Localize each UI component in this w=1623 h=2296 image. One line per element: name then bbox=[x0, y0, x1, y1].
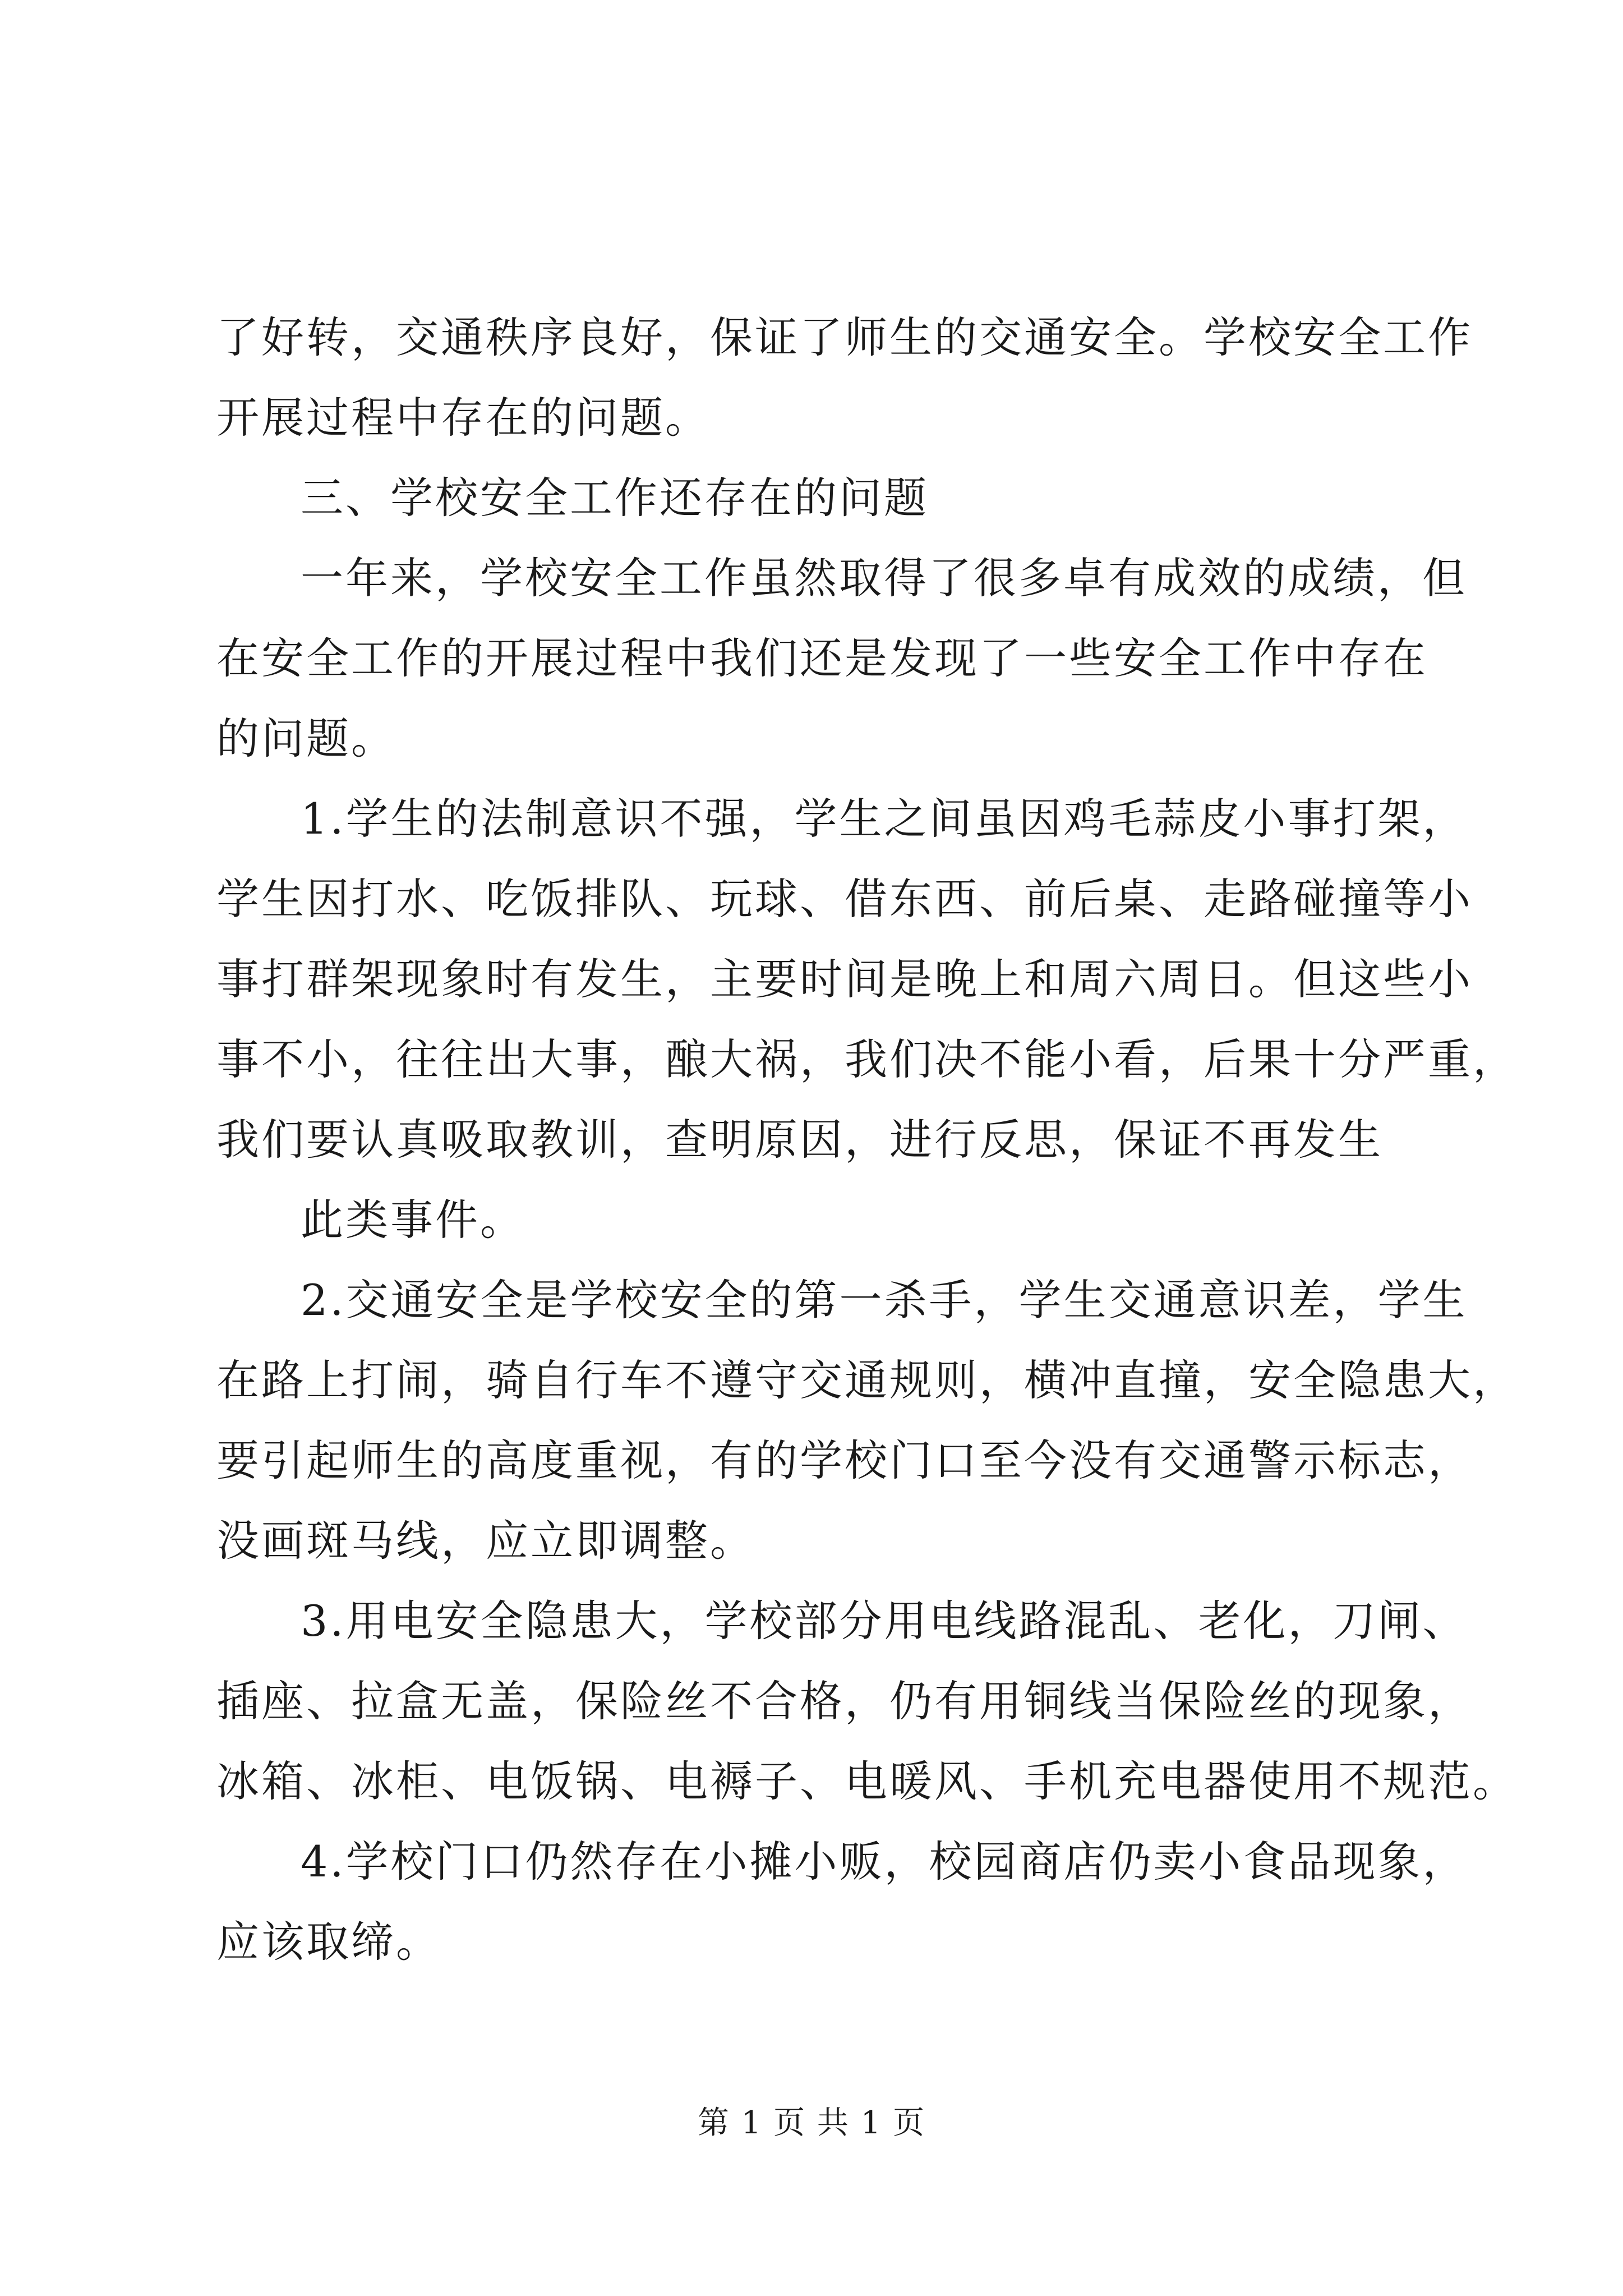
body-line: 事打群架现象时有发生，主要时间是晚上和周六周日。但这些小 bbox=[216, 954, 1473, 1004]
body-line: 应该取缔。 bbox=[216, 1917, 441, 1967]
page-footer: 第 1 页 共 1 页 bbox=[697, 2105, 926, 2141]
body-line: 插座、拉盒无盖，保险丝不合格，仍有用铜线当保险丝的现象， bbox=[216, 1676, 1473, 1726]
body-line: 在路上打闹，骑自行车不遵守交通规则，横冲直撞，安全隐患大， bbox=[216, 1355, 1518, 1405]
list-item-1-line: 1.学生的法制意识不强，学生之间虽因鸡毛蒜皮小事打架， bbox=[301, 794, 1468, 844]
body-line: 的问题。 bbox=[216, 714, 396, 763]
body-line: 要引起师生的高度重视，有的学校门口至今没有交通警示标志， bbox=[216, 1435, 1473, 1485]
section-heading: 三、学校安全工作还存在的问题 bbox=[301, 473, 929, 523]
body-line: 学生因打水、吃饭排队、玩球、借东西、前后桌、走路碰撞等小 bbox=[216, 874, 1473, 924]
body-line: 冰箱、冰柜、电饭锅、电褥子、电暖风、手机充电器使用不规范。 bbox=[216, 1756, 1518, 1806]
body-line: 事不小，往往出大事，酿大祸，我们决不能小看，后果十分严重， bbox=[216, 1034, 1518, 1084]
body-line: 此类事件。 bbox=[301, 1195, 525, 1245]
body-line: 在安全工作的开展过程中我们还是发现了一些安全工作中存在 bbox=[216, 633, 1428, 683]
body-line: 我们要认真吸取教训，查明原因，进行反思，保证不再发生 bbox=[216, 1115, 1383, 1165]
body-line: 没画斑马线，应立即调整。 bbox=[216, 1516, 755, 1566]
list-item-3-line: 3.用电安全隐患大，学校部分用电线路混乱、老化，刀闸、 bbox=[301, 1596, 1468, 1646]
list-item-2-line: 2.交通安全是学校安全的第一杀手，学生交通意识差，学生 bbox=[301, 1275, 1468, 1325]
body-line: 了好转，交通秩序良好，保证了师生的交通安全。学校安全工作 bbox=[216, 312, 1473, 362]
list-item-4-line: 4.学校门口仍然存在小摊小贩，校园商店仍卖小食品现象， bbox=[301, 1837, 1468, 1887]
body-line: 一年来，学校安全工作虽然取得了很多卓有成效的成绩，但 bbox=[301, 553, 1467, 603]
body-line: 开展过程中存在的问题。 bbox=[216, 393, 710, 443]
